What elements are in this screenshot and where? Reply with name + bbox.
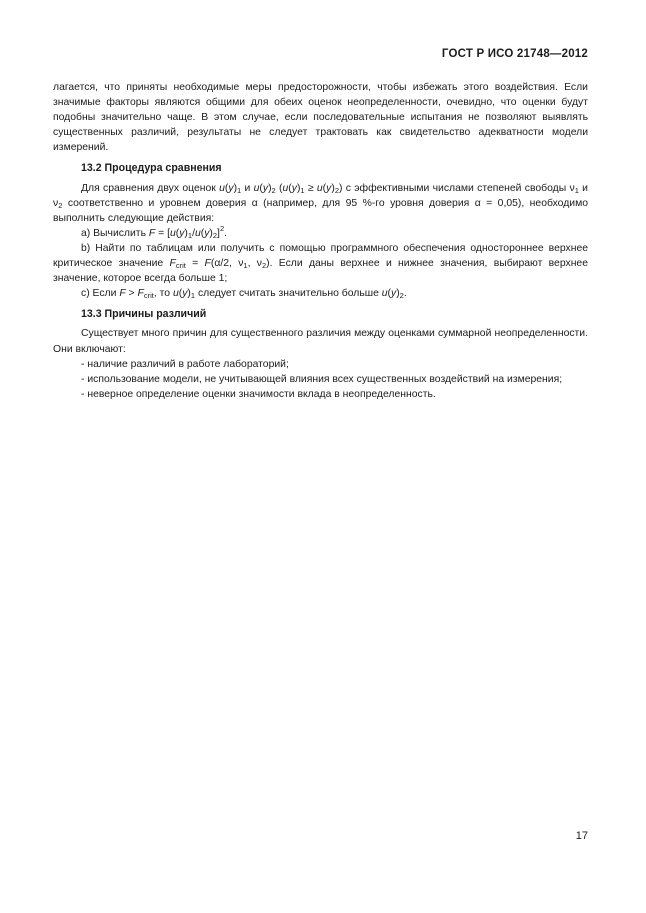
continuation-paragraph: лагается, что приняты необходимые меры предосторожности, чтобы избежать этого воздействия. Если значимые факторы являются общими для обеих оценок неопределенности, очевидно, что оценки будут подобны значительно чаще. В этом случае, если последовательные испытания не позволяют выявлять существенных различий, результаты не следует трактовать как свидетельство адекватности модели измерений. [53,82,588,154]
section-13-2-intro: Для сравнения двух оценок $u(y)_1$ и $u(y)_2$ $(u(y)_1 \ge u(y)_2)$ с эффективными числами степеней свободы $\nu_1$ и $\nu_2$ соответственно и уровнем доверия α (например, для 95 %-го уровня доверия α = 0,05), необходимо выполнить следующие действия: [53,182,589,224]
body-text [53,80,588,402]
list-item: - использование модели, не учитывающей влияния всех существенных воздействий на измерения; [81,373,563,385]
page-number: 17 [575,830,588,842]
item-a: a) Вычислить $F = [u(y)_1/u(y)_2]^2$. [81,223,227,240]
section-13-3-intro: Существует много причин для существенного различия между оценками суммарной неопределенности. Они включают: [53,328,588,355]
item-c: c) Если $F > F_{crit}$, то $u(y)_1$ следует считать значительно больше $u(y)_2$. [81,288,407,301]
section-13-2-heading: 13.2 Процедура сравнения [81,162,222,175]
list-item: - неверное определение оценки значимости вклада в неопределенность. [81,388,436,400]
running-header: ГОСТ Р ИСО 21748—2012 [441,48,588,60]
item-b: b) Найти по таблицам или получить с помощью программного обеспечения одностороннее верхнее критическое значение $F_{crit} = F(\alpha/2$, $\nu_1$, $\nu_2$). Если даны верхнее и нижнее значения, выбирают верхнее значение, которое всегда больше 1; [53,242,588,285]
list-item: - наличие различий в работе лабораторий; [81,358,289,370]
section-13-3-heading: 13.3 Причины различий [81,308,207,321]
